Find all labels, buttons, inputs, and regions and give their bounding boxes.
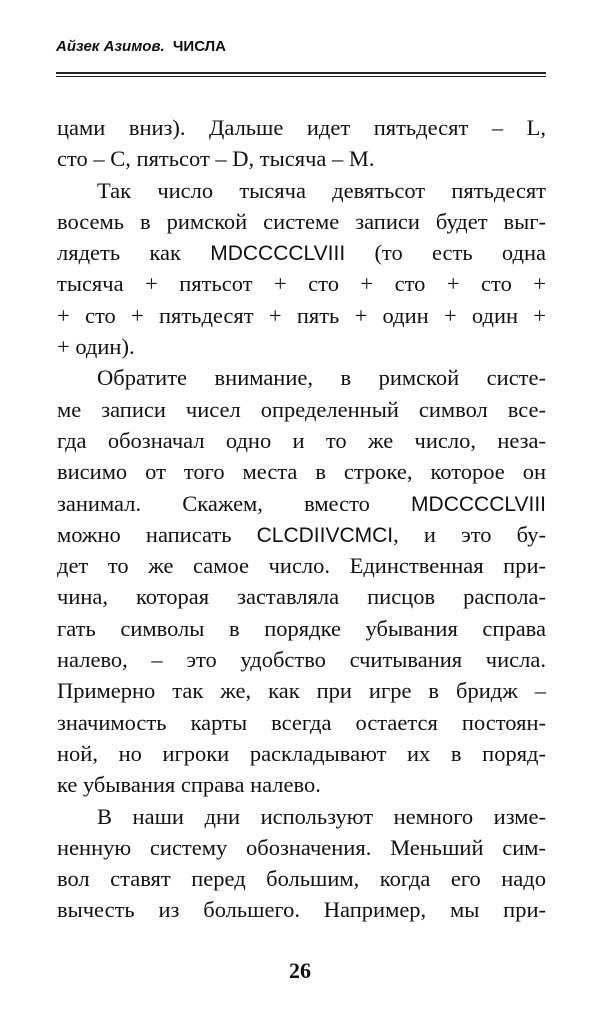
text-line: Так число тысяча девятьсот пятьдесят [97, 177, 546, 203]
header-rule-top [56, 72, 546, 74]
running-head-author: Айзек Азимов. [56, 38, 165, 55]
paragraph-2 [57, 175, 546, 363]
text-line: Обратите внимание, в римской систе- [97, 365, 546, 391]
text-line: можно написать CLCDIIVCMCI, и это бу- [57, 521, 546, 547]
text-line: + сто + пятьдесят + пять + один + один + [57, 302, 546, 328]
text-line: вол ставят перед большим, когда его надо [57, 866, 546, 892]
text-line: В наши дни используют немного изме- [97, 803, 546, 829]
running-head-title: ЧИСЛА [172, 38, 227, 55]
text-line: гать символы в порядке убывания справа [57, 615, 546, 641]
text-line: цами вниз). Дальше идет пятьдесят – L, [57, 115, 546, 140]
text-line: ной, но игроки раскладывают их в поряд- [57, 740, 546, 766]
roman-numeral: MDCCCCLVIII [411, 492, 546, 516]
roman-numeral: MDCCCCLVIII [210, 242, 346, 266]
text-line: тысяча + пятьсот + сто + сто + сто + [57, 271, 546, 297]
text-line: ме записи чисел определенный символ все- [57, 396, 546, 422]
running-head [56, 38, 226, 55]
text-line: занимал. Скажем, вместо MDCCCCLVIII [57, 490, 546, 516]
text-line: ненную систему обозначения. Меньший сим- [57, 834, 546, 860]
text-line: налево, – это удобство считывания числа. [57, 647, 546, 673]
text-line: вычесть из большего. Например, мы при- [57, 897, 546, 923]
text-line: дет то же самое число. Единственная при- [57, 553, 546, 579]
text-line: Примерно так же, как при игре в бридж – [57, 678, 546, 704]
paragraph-1 [57, 112, 546, 175]
body-text [57, 112, 546, 926]
text-line: гда обозначал одно и то же число, неза- [57, 427, 546, 453]
header-rule-bottom [56, 76, 546, 77]
text-line: сто – С, пятьсот – D, тысяча – М. [57, 146, 375, 172]
roman-numeral: CLCDIIVCMCI [256, 523, 394, 547]
text-line: + один). [57, 334, 135, 360]
text-line: чина, которая заставляла писцов распола- [57, 584, 546, 610]
page-number: 26 [289, 958, 311, 983]
paragraph-3 [57, 362, 546, 800]
text-line: лядеть как MDCCCCLVIII (то есть одна [57, 240, 547, 266]
text-line: ке убывания справа налево. [57, 772, 321, 798]
text-line: значимость карты всегда остается постоян- [57, 709, 546, 735]
paragraph-4 [57, 801, 546, 926]
text-line: восемь в римской системе записи будет выг- [57, 208, 546, 234]
text-line: висимо от того места в строке, которое он [57, 459, 546, 485]
